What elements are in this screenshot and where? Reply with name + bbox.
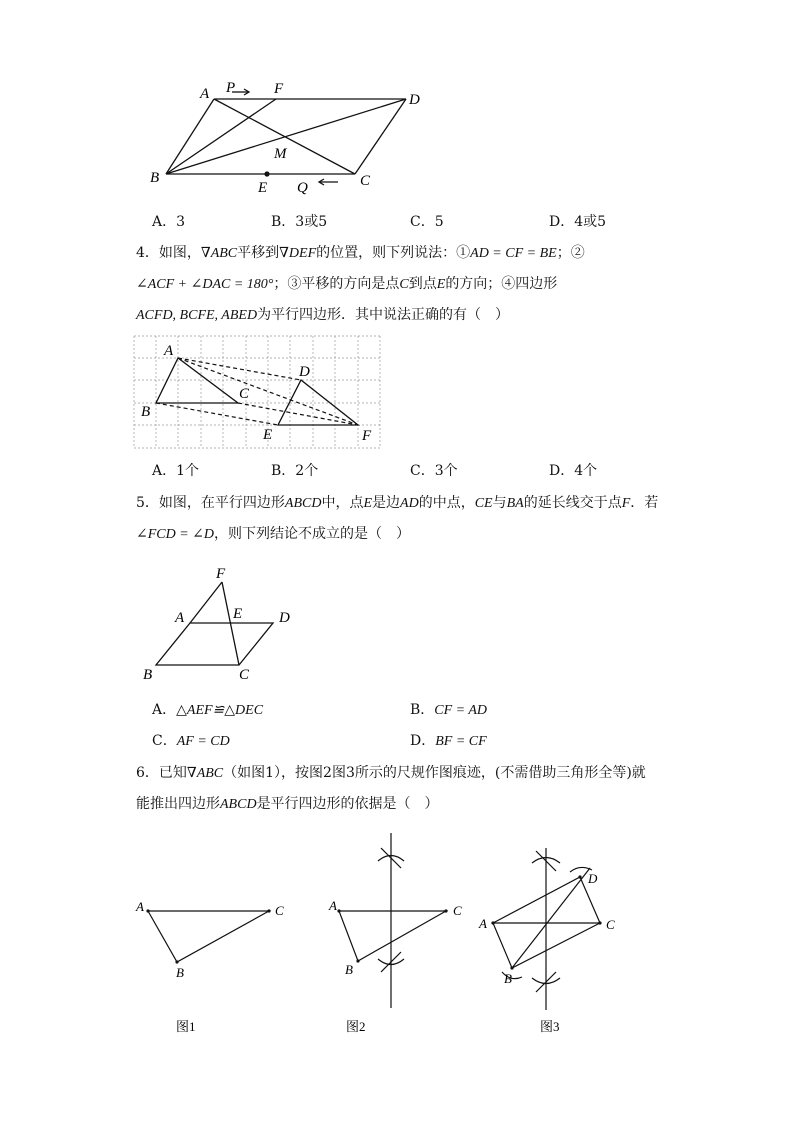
label-d: D	[409, 92, 420, 108]
caption-fig1: 图1	[176, 1019, 196, 1034]
figure-2	[328, 833, 462, 1034]
label-c: C	[239, 386, 250, 402]
caption-fig3: 图3	[540, 1019, 560, 1034]
q5-line-2: ∠FCD = ∠D，则下列结论不成立的是（ ）	[136, 526, 411, 542]
q5-line-1: 5．如图，在平行四边形ABCD中，点E是边AD的中点，CE与BA的延长线交于点F．若	[136, 495, 659, 511]
diagonal-bd-extended-fig3	[512, 868, 590, 968]
label-d: D	[588, 871, 598, 886]
label-m: M	[274, 146, 287, 162]
q3-option-b[interactable]: B．3或5	[271, 214, 328, 230]
q4-option-a[interactable]: A．1个	[152, 463, 200, 479]
label-b: B	[143, 667, 153, 683]
caption-fig2: 图2	[346, 1019, 366, 1034]
q3-option-d[interactable]: D．4或5	[549, 214, 607, 230]
q4-line-3: ACFD, BCFE, ABED为平行四边形．其中说法正确的有（ ）	[136, 307, 510, 323]
q5-option-b[interactable]: B．CF = AD	[410, 702, 488, 718]
label-b: B	[504, 971, 512, 986]
triangle-abc-fig2	[339, 911, 446, 961]
q5-option-c[interactable]: C．AF = CD	[152, 733, 230, 749]
label-a: A	[200, 86, 210, 102]
q6-line-2: 能推出四边形ABCD是平行四边形的依据是（ ）	[136, 796, 439, 812]
q4-option-c[interactable]: C．3个	[410, 463, 458, 479]
q4-option-b[interactable]: B．2个	[271, 463, 319, 479]
figure-1	[135, 899, 284, 1034]
label-a: A	[136, 899, 144, 914]
label-f: F	[274, 81, 284, 97]
label-a: A	[175, 610, 185, 626]
label-a: A	[329, 898, 337, 913]
q4-option-d[interactable]: D．4个	[549, 463, 598, 479]
label-c: C	[606, 917, 615, 932]
label-f: F	[216, 566, 226, 582]
q4-line-1: 4．如图，∇ABC平移到∇DEF的位置，则下列说法：①AD = CF = BE；②	[136, 245, 585, 261]
label-e: E	[258, 180, 268, 196]
label-c: C	[239, 667, 250, 683]
label-c: C	[453, 903, 462, 918]
q4-line-2: ∠ACF + ∠DAC = 180°；③平移的方向是点C到点E的方向；④四边形	[136, 276, 558, 292]
label-d: D	[299, 364, 310, 380]
figure-3	[478, 848, 615, 1034]
label-d: D	[279, 610, 290, 626]
label-a: A	[164, 343, 174, 359]
q6-line-1: 6．已知∇ABC（如图1），按图2图3所示的尺规作图痕迹，(不需借助三角形全等)就	[136, 765, 646, 781]
q3-option-c[interactable]: C．5	[410, 214, 444, 230]
triangle-abc-fig1	[148, 911, 269, 962]
label-b: B	[176, 965, 184, 980]
label-q: Q	[297, 180, 308, 196]
label-p: P	[226, 80, 236, 96]
label-c: C	[360, 173, 371, 189]
label-b: B	[141, 404, 151, 420]
label-e: E	[233, 606, 243, 622]
q5-option-d[interactable]: D．BF = CF	[410, 733, 487, 749]
label-e: E	[263, 427, 273, 443]
label-f: F	[362, 428, 372, 444]
label-a: A	[479, 916, 487, 931]
label-c: C	[275, 903, 284, 918]
label-b: B	[150, 170, 160, 186]
label-b: B	[345, 962, 353, 977]
q3-option-a[interactable]: A．3	[152, 214, 186, 230]
q5-option-a[interactable]: A．△AEF≌△DEC	[152, 702, 264, 718]
